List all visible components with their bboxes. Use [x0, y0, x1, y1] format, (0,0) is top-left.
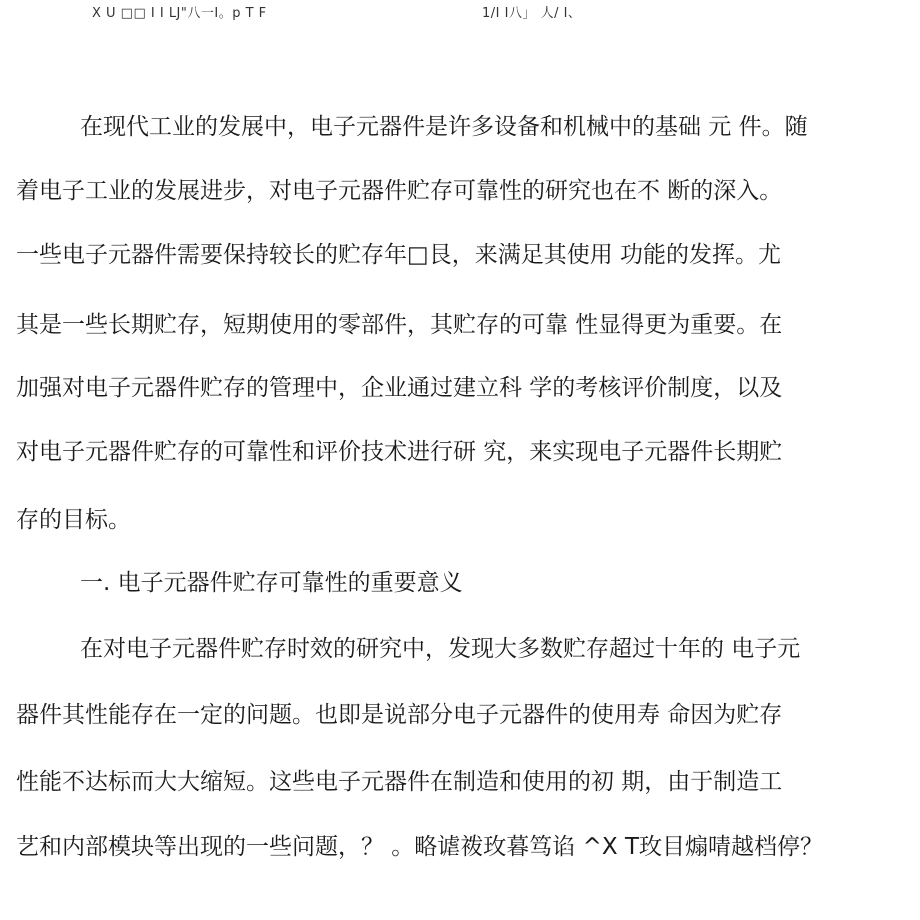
header-left-text: X U □□ I I LJ"八一I。p T F: [92, 6, 267, 21]
paragraph-line: 对电子元器件贮存的可靠性和评价技术进行研 究，来实现电子元器件长期贮: [16, 439, 783, 465]
paragraph-line: 在对电子元器件贮存时效的研究中，发现大多数贮存超过十年的 电子元: [80, 636, 801, 662]
paragraph-line: 着电子工业的发展进步，对电子元器件贮存可靠性的研究也在不 断的深入。: [16, 178, 783, 204]
section-heading: 一. 电子元器件贮存可靠性的重要意义: [80, 570, 463, 596]
paragraph-line: 艺和内部模块等出现的一些问题，？ 。略谑袯玫暮笃谄 ^X T玫目煽啨越档停？: [16, 834, 824, 860]
page-header: [0, 0, 920, 24]
paragraph-line: 在现代工业的发展中，电子元器件是许多设备和机械中的基础 元 件。随: [80, 114, 808, 140]
paragraph-line: 其是一些长期贮存，短期使用的零部件，其贮存的可靠 性显得更为重要。在: [16, 312, 783, 338]
paragraph-line: 存的目标。: [16, 507, 131, 533]
header-right-text: 1/I I八」 人/ I、: [482, 6, 582, 21]
paragraph-line: 一些电子元器件需要保持较长的贮存年□艮，来满足其使用 功能的发挥。尤: [16, 242, 782, 268]
paragraph-line: 加强对电子元器件贮存的管理中，企业通过建立科 学的考核评价制度，以及: [16, 375, 783, 401]
paragraph-line: 性能不达标而大大缩短。这些电子元器件在制造和使用的初 期，由于制造工: [16, 769, 783, 795]
paragraph-line: 器件其性能存在一定的问题。也即是说部分电子元器件的使用寿 命因为贮存: [16, 702, 783, 728]
